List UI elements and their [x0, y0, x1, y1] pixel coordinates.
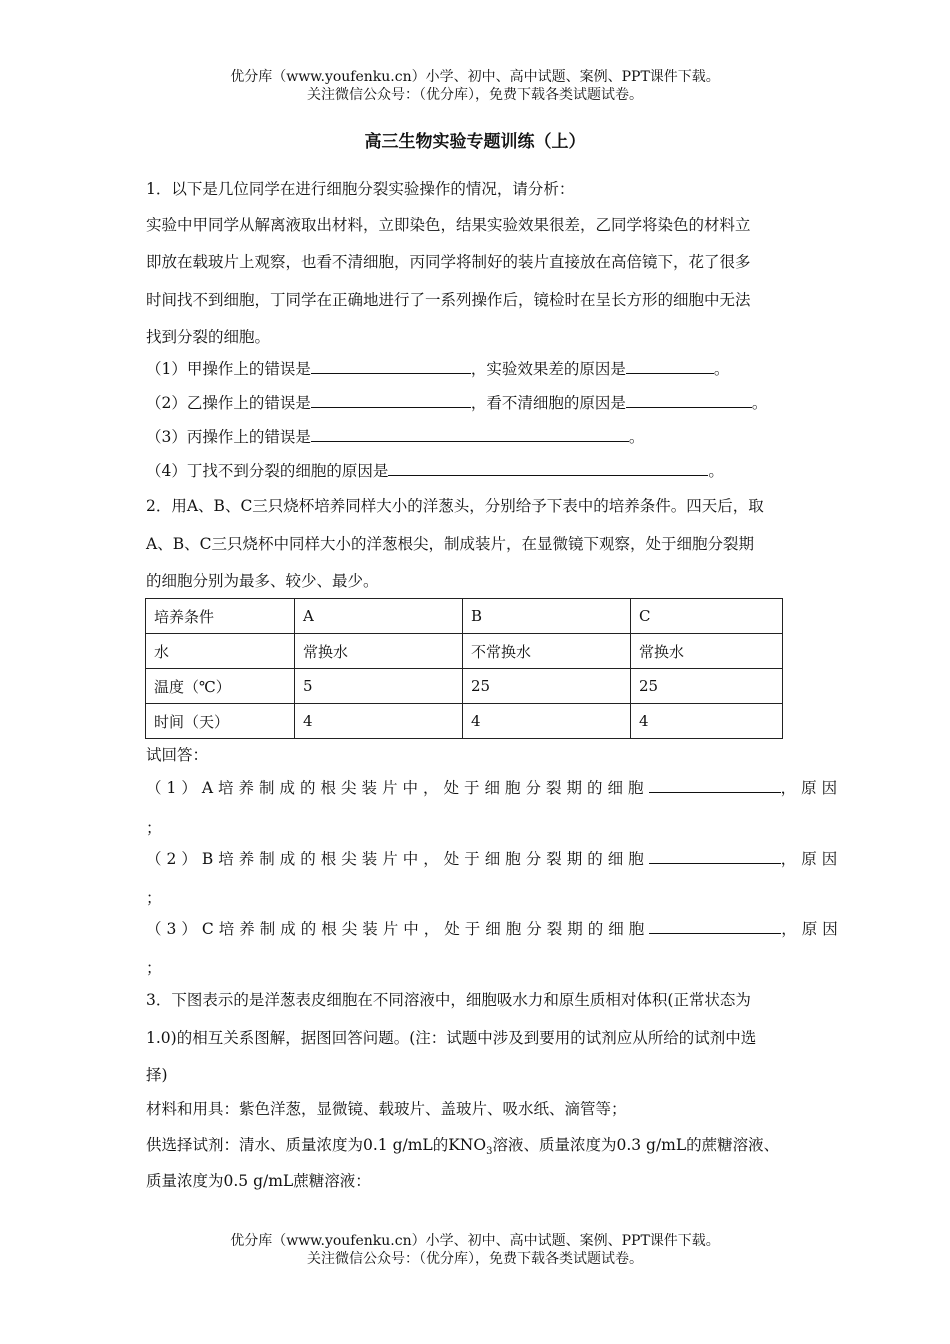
culture-conditions-table — [145, 598, 783, 739]
q3-para-line: 1.0)的相互关系图解，据图回答问题。(注：试题中涉及到要用的试剂应从所给的试剂中选 — [146, 1029, 757, 1047]
table-cell: 4 — [295, 704, 463, 739]
q2-answer3 — [146, 917, 843, 939]
q1-para-line: 实验中甲同学从解离液取出材料，立即染色，结果实验效果很差，乙同学将染色的材料立 — [146, 216, 751, 234]
reason-label: ，原因 — [780, 779, 843, 797]
q3-reagents-b: 溶液、质量浓度为0.3 g/mL的蔗糖溶液、 — [492, 1136, 780, 1154]
answer-blank[interactable] — [626, 357, 714, 374]
table-cell: 4 — [631, 704, 783, 739]
table-cell: 水 — [146, 634, 295, 669]
q1-sub2-label: （2）乙操作上的错误是 — [146, 394, 311, 412]
page-footer-line1: 优分库（www.youfenku.cn）小学、初中、高中试题、案例、PPT课件下载。 — [230, 1233, 720, 1249]
q3-materials: 材料和用具：紫色洋葱，显微镜、载玻片、盖玻片、吸水纸、滴管等； — [146, 1100, 627, 1118]
q3-reagents-a: 供选择试剂：清水、质量浓度为0.1 g/mL的KNO — [146, 1136, 487, 1154]
table-cell: 培养条件 — [146, 599, 295, 634]
table-cell: 5 — [295, 669, 463, 704]
page-header-line2: 关注微信公众号：（优分库），免费下载各类试题试卷。 — [307, 87, 643, 103]
answer-blank[interactable] — [311, 357, 471, 374]
table-cell: 温度（℃） — [146, 669, 295, 704]
answer-blank[interactable] — [649, 776, 781, 793]
q1-sub1-label: （1）甲操作上的错误是 — [146, 360, 311, 378]
page-title: 高三生物实验专题训练（上） — [364, 132, 586, 152]
reason-label: ，原因 — [780, 850, 843, 868]
page-header-line1: 优分库（www.youfenku.cn）小学、初中、高中试题、案例、PPT课件下载。 — [230, 69, 720, 85]
q1-sub3 — [146, 425, 644, 447]
table-row — [146, 634, 783, 669]
q3-reagents — [146, 1133, 779, 1157]
q3-reagents-c: 质量浓度为0.5 g/mL蔗糖溶液： — [146, 1172, 371, 1190]
semicolon: ； — [146, 819, 162, 837]
table-cell: A — [295, 599, 463, 634]
answer-blank[interactable] — [311, 391, 471, 408]
page-footer-line2: 关注微信公众号：（优分库），免费下载各类试题试卷。 — [307, 1251, 643, 1267]
reason-label: ，原因 — [781, 920, 843, 938]
table-cell: 25 — [631, 669, 783, 704]
q1-para-line: 时间找不到细胞，丁同学在正确地进行了一系列操作后，镜检时在呈长方形的细胞中无法 — [146, 291, 751, 309]
q2-prompt: 试回答： — [146, 746, 209, 764]
answer-blank[interactable] — [649, 917, 781, 934]
q3-para-line: 择) — [146, 1066, 168, 1084]
q1-sub3-label: （3）丙操作上的错误是 — [146, 428, 311, 446]
table-cell: 25 — [463, 669, 631, 704]
table-cell: 常换水 — [295, 634, 463, 669]
semicolon: ； — [146, 889, 162, 907]
table-cell: 不常换水 — [463, 634, 631, 669]
table-cell: 时间（天） — [146, 704, 295, 739]
answer-blank[interactable] — [626, 391, 752, 408]
period: 。 — [628, 428, 645, 446]
table-cell: 常换水 — [631, 634, 783, 669]
table-cell: B — [463, 599, 631, 634]
period: 。 — [713, 360, 730, 378]
q2-para-line: 的细胞分别为最多、较少、最少。 — [146, 572, 379, 590]
table-cell: 4 — [463, 704, 631, 739]
q3-para-line: 3．下图表示的是洋葱表皮细胞在不同溶液中，细胞吸水力和原生质相对体积(正常状态为 — [146, 991, 751, 1009]
q1-sub1-label2: ，实验效果差的原因是 — [470, 360, 626, 378]
answer-blank[interactable] — [388, 459, 708, 476]
q2-para-line: 2．用A、B、C三只烧杯培养同样大小的洋葱头，分别给予下表中的培养条件。四天后，取 — [146, 497, 764, 515]
q1-intro: 1．以下是几位同学在进行细胞分裂实验操作的情况，请分析： — [146, 180, 575, 198]
table-row — [146, 599, 783, 634]
period: 。 — [751, 394, 768, 412]
q2-answer1 — [146, 776, 842, 798]
q1-sub2 — [146, 391, 767, 413]
q2-answer1-label: （1）A培养制成的根尖装片中，处于细胞分裂期的细胞 — [146, 779, 649, 797]
table-row — [146, 669, 783, 704]
q1-sub2-label2: ，看不清细胞的原因是 — [470, 394, 626, 412]
answer-blank[interactable] — [649, 847, 781, 864]
table-row — [146, 704, 783, 739]
answer-blank[interactable] — [311, 425, 629, 442]
q2-answer2-label: （2）B培养制成的根尖装片中，处于细胞分裂期的细胞 — [146, 850, 649, 868]
q1-sub4-label: （4）丁找不到分裂的细胞的原因是 — [146, 462, 389, 480]
q2-answer2 — [146, 847, 842, 869]
q3-reagents-sub: 3 — [486, 1146, 493, 1158]
table-cell: C — [631, 599, 783, 634]
period: 。 — [708, 462, 724, 480]
q1-sub1 — [146, 357, 729, 379]
q1-para-line: 即放在载玻片上观察，也看不清细胞，丙同学将制好的装片直接放在高倍镜下，花了很多 — [146, 253, 751, 271]
q2-answer3-label: （3）C培养制成的根尖装片中，处于细胞分裂期的细胞 — [146, 920, 650, 938]
q1-sub4 — [146, 459, 724, 481]
q2-para-line: A、B、C三只烧杯中同样大小的洋葱根尖，制成装片，在显微镜下观察，处于细胞分裂期 — [146, 535, 754, 553]
semicolon: ； — [146, 959, 162, 977]
q1-para-line: 找到分裂的细胞。 — [146, 328, 271, 346]
